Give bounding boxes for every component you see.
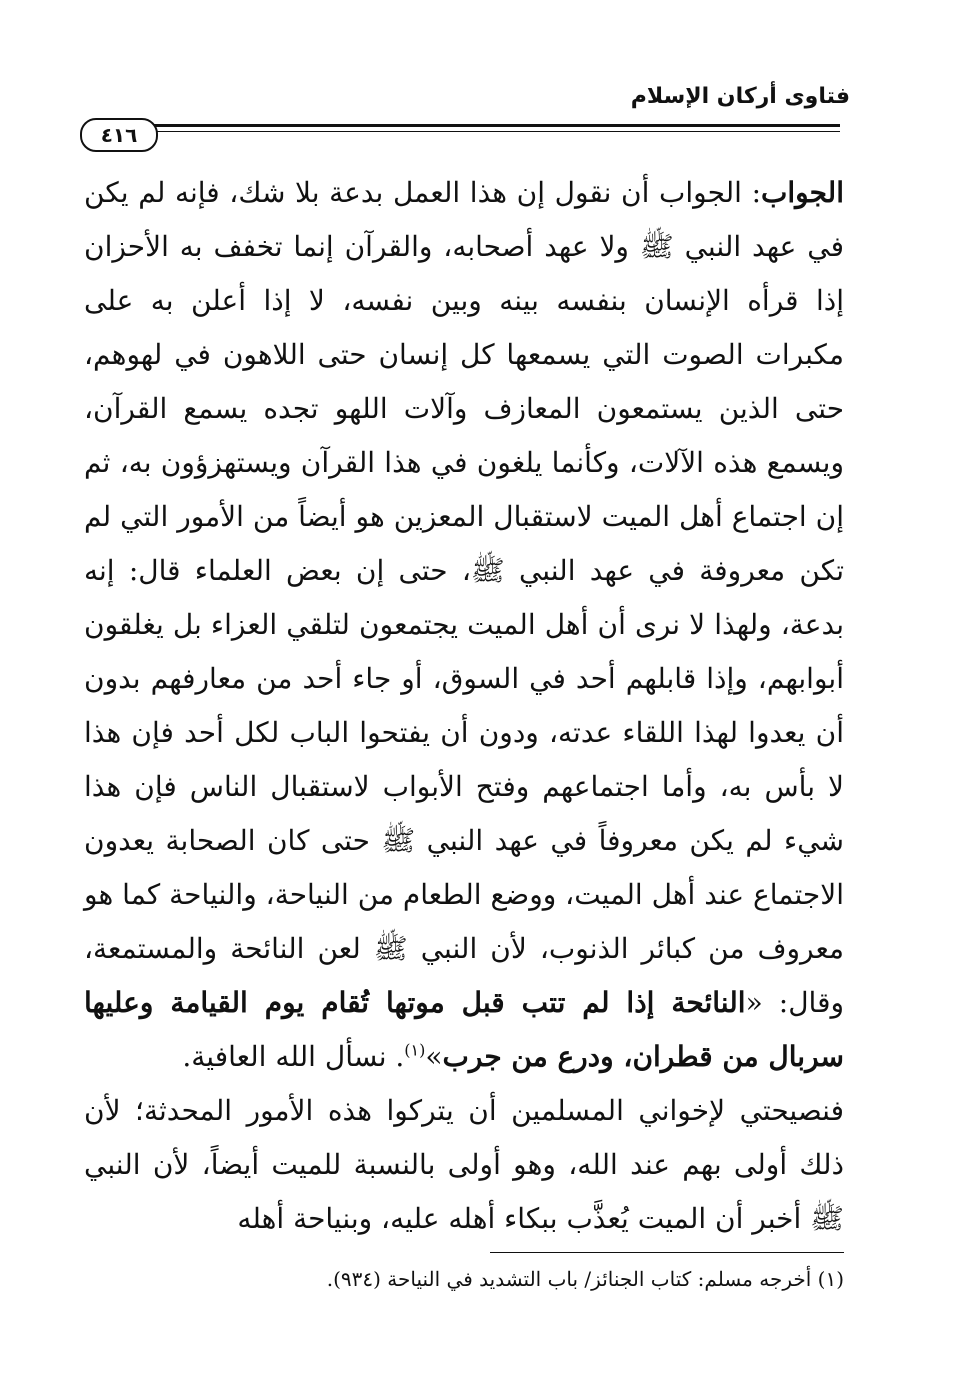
footnote: (١) أخرجه مسلم: كتاب الجنائز/ باب التشديد في النياحة (٩٣٤). [326,1267,844,1291]
hadith-close-quote: » [425,1040,443,1073]
paragraph-advice: فنصيحتي لإخواني المسلمين أن يتركوا هذه الأمور المحدثة؛ لأن ذلك أولى بهم عند الله، وهو أولى بالنسبة للميت أيضاً، لأن النبي ﷺ أخبر أن الميت يُعذَّب ببكاء أهله عليه، وبنياحة أهله [84,1094,844,1235]
page-header [80,82,860,162]
footnote-separator [490,1252,844,1253]
page-number: ٤١٦ [80,118,158,152]
footnote-marker: (١) [404,1040,426,1060]
header-rule-thin [88,131,840,132]
paragraph-answer [84,166,844,1084]
answer-text: : الجواب أن نقول إن هذا العمل بدعة بلا شك، فإنه لم يكن في عهد النبي ﷺ ولا عهد أصحابه، والقرآن إنما تخفف به الأحزان إذا قرأه الإنسان بنفسه بينه وبين نفسه، لا إذا أعلن به على مكبرات الصوت التي يسمعها كل إنسان حتى اللاهون في لهوهم، حتى الذين يستمعون المعازف وآلات اللهو تجده يسمع القرآن، ويسمع هذه الآلات، وكأنما يلغون في هذا القرآن ويستهزؤون به، ثم إن اجتماع أهل الميت لاستقبال المعزين هو أيضاً من الأمور التي لم تكن معروفة في عهد النبي ﷺ، حتى إن بعض العلماء قال: إنه بدعة، ولهذا لا نرى أن أهل الميت يجتمعون لتلقي العزاء بل يغلقون أبوابهم، وإذا قابلهم أحد في السوق، أو جاء أحد من معارفهم بدون أن يعدوا لهذا اللقاء عدته، ودون أن يفتحوا الباب لكل أحد فإن هذا لا بأس به، وأما اجتماعهم وفتح الأبواب لاستقبال الناس فإن هذا شيء لم يكن معروفاً في عهد النبي ﷺ حتى كان الصحابة يعدون الاجتماع عند أهل الميت، ووضع الطعام من النياحة، والنياحة كما هو معروف من كبائر الذنوب، لأن النبي ﷺ لعن النائحة والمستمعة، وقال: « [84,176,844,1019]
answer-closing: . نسأل الله العافية. [182,1040,405,1073]
book-title: فتاوى أركان الإسلام [630,84,850,109]
hadith-quote: النائحة إذا لم تتب قبل موتها تُقام يوم القيامة وعليها سربال من قطران، ودرع من جرب [84,986,844,1073]
header-rule-thick [88,124,840,127]
answer-lead-word: الجواب [761,176,844,209]
main-text [84,166,844,1246]
